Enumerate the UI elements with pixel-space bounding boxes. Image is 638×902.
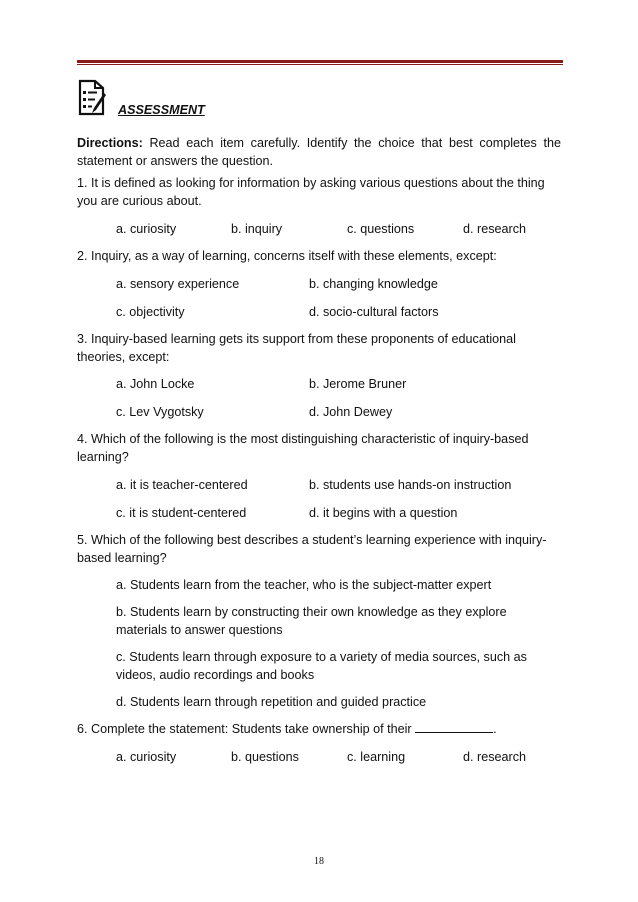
header-rule (77, 60, 563, 63)
q1-option-b: b. inquiry (231, 222, 283, 236)
q6-option-a: a. curiosity (116, 750, 177, 764)
q5-option-d: d. Students learn through repetition and guided practice (116, 695, 427, 709)
question-3: 3. Inquiry-based learning gets its support from these proponents of educational theories, except: (77, 332, 516, 364)
directions-text: Read each item carefully. Identify the choice that best completes the statement or answers the question. (77, 136, 561, 168)
checklist-pencil-icon (77, 75, 107, 117)
q5-option-a: a. Students learn from the teacher, who is the subject-matter expert (116, 578, 492, 592)
q1-option-c: c. questions (347, 222, 415, 236)
section-heading: ASSESSMENT (118, 103, 205, 117)
q1-option-d: d. research (463, 222, 526, 236)
q4-option-c: c. it is student-centered (116, 506, 247, 520)
answer-blank (415, 720, 493, 733)
q4-option-b: b. students use hands-on instruction (309, 478, 512, 492)
question-5: 5. Which of the following best describes a student’s learning experience with inquiry-based learning? (77, 533, 547, 565)
q2-option-d: d. socio-cultural factors (309, 305, 439, 319)
q2-option-a: a. sensory experience (116, 277, 240, 291)
q5-option-c: c. Students learn through exposure to a variety of media sources, such as videos, audio recordings and books (116, 650, 527, 682)
q5-option-b: b. Students learn by constructing their own knowledge as they explore materials to answer questions (116, 605, 507, 637)
question-2: 2. Inquiry, as a way of learning, concerns itself with these elements, except: (77, 249, 497, 263)
q6-option-d: d. research (463, 750, 526, 764)
q3-option-a: a. John Locke (116, 377, 195, 391)
question-4: 4. Which of the following is the most distinguishing characteristic of inquiry-based learning? (77, 432, 529, 464)
q4-option-d: d. it begins with a question (309, 506, 458, 520)
q6-text: 6. Complete the statement: Students take ownership of their (77, 722, 412, 736)
q1-option-a: a. curiosity (116, 222, 177, 236)
q4-option-a: a. it is teacher-centered (116, 478, 248, 492)
q6-option-b: b. questions (231, 750, 299, 764)
directions-label: Directions: (77, 136, 143, 150)
question-1: 1. It is defined as looking for information by asking various questions about the thing you are curious about. (77, 176, 545, 208)
page-number: 18 (314, 856, 324, 867)
q3-option-c: c. Lev Vygotsky (116, 405, 204, 419)
q3-option-b: b. Jerome Bruner (309, 377, 407, 391)
q3-option-d: d. John Dewey (309, 405, 393, 419)
q6-period: . (493, 722, 497, 736)
q2-option-b: b. changing knowledge (309, 277, 438, 291)
q6-option-c: c. learning (347, 750, 406, 764)
q2-option-c: c. objectivity (116, 305, 185, 319)
directions (77, 134, 561, 170)
header-rule-thin (77, 64, 563, 65)
question-6 (77, 720, 561, 738)
